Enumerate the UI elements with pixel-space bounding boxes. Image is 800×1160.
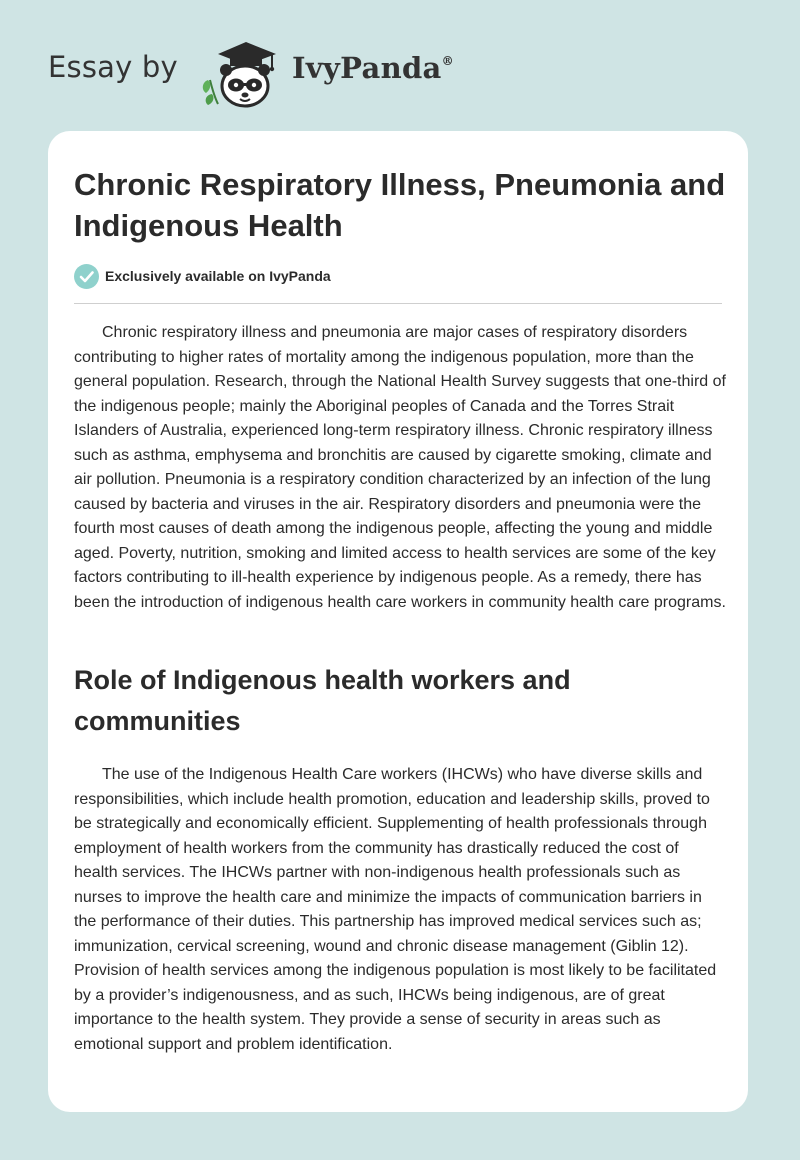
exclusive-badge	[74, 263, 331, 289]
check-circle-icon	[74, 264, 99, 289]
section-heading: Role of Indigenous health workers and communities	[74, 665, 571, 736]
registered-mark: ®	[441, 54, 454, 69]
section-paragraph: The use of the Indigenous Health Care workers (IHCWs) who have diverse skills and responsibilities, which include health promotion, education and leadership skills, proved to be strategically and economically efficient. Supplementing of health professionals through employment of health workers from the community has drastically reduced the cost of health services. The IHCWs partner with non-indigenous health professionals such as nurses to improve the health care and minimize the impacts of communication barriers in the performance of their duties. This partnership has improved medical services such as; immunization, cervical screening, wound and chronic disease management (Giblin 12). Provision of health services among the indigenous population is most likely to be facilitated by a provider’s indigenousness, and as such, IHCWs being indigenous, are of great importance to the health system. They provide a sense of security in areas such as emotional support and problem identification.	[74, 766, 717, 1053]
essay-card	[48, 131, 748, 1112]
brand-name[interactable]	[292, 51, 454, 85]
intro-paragraph: Chronic respiratory illness and pneumonia are major cases of respiratory disorders contributing to higher rates of mortality among the indigenous population, more than the general population. Research, through the National Health Survey suggests that one-third of the indigenous people; mainly the Aboriginal peoples of Canada and the Torres Strait Islanders of Australia, experienced long-term respiratory illness. Chronic respiratory illness such as asthma, emphysema and bronchitis are caused by cigarette smoking, climate and air pollution. Pneumonia is a respiratory condition characterized by an infection of the lung caused by bacteria and viruses in the air. Respiratory disorders and pneumonia were the fourth most causes of death among the indigenous people, affecting the young and middle aged. Poverty, nutrition, smoking and limited access to health services are some of the key factors contributing to ill-health experience by indigenous people. As a remedy, there has been the introduction of indigenous health care workers in community health care programs.	[74, 324, 726, 611]
panda-graduate-logo-icon[interactable]	[198, 36, 284, 110]
exclusive-badge-label: Exclusively available on IvyPanda	[105, 268, 331, 284]
brand-name-text: IvyPanda	[292, 51, 442, 85]
essay-title: Chronic Respiratory Illness, Pneumonia and Indigenous Health	[74, 167, 726, 243]
title-divider	[74, 303, 722, 304]
essay-by-label: Essay by	[48, 50, 178, 84]
site-header	[0, 0, 800, 130]
